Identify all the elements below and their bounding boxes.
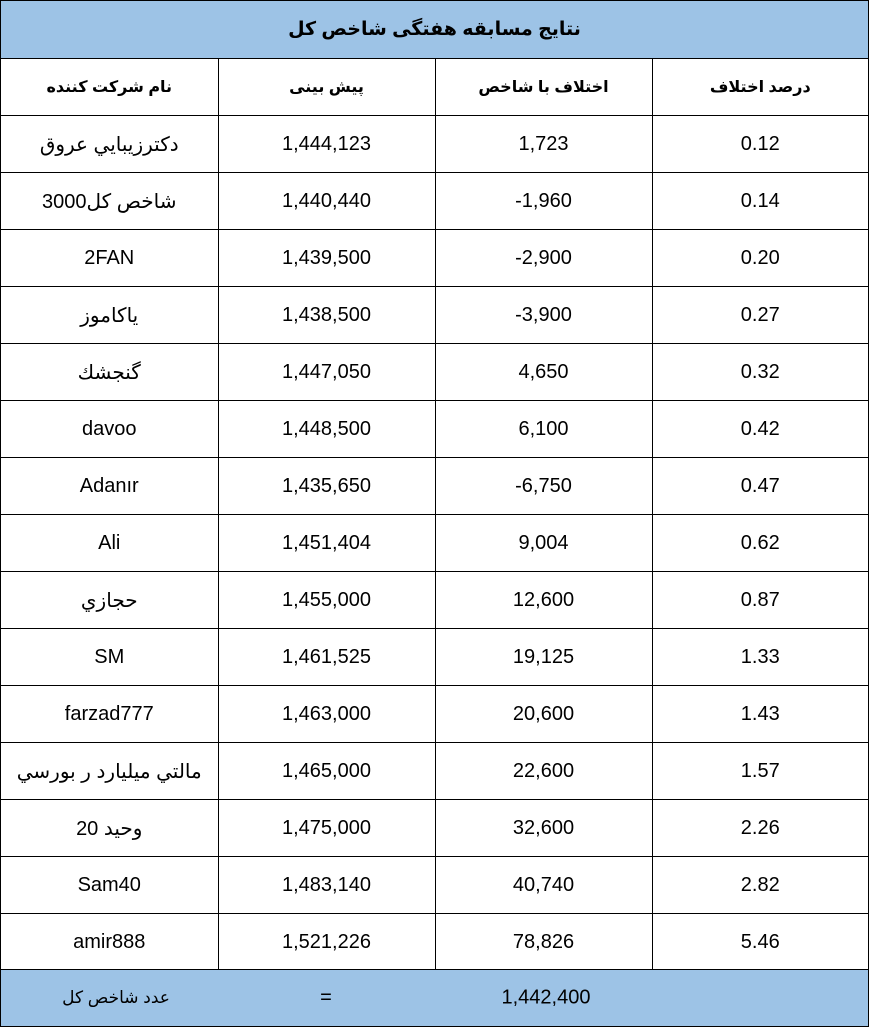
- participant-name: Sam40: [1, 857, 218, 914]
- table-row: [1, 458, 868, 515]
- difference-value: 32,600: [435, 800, 652, 857]
- difference-value: 22,600: [435, 743, 652, 800]
- column-header-name: نام شرکت کننده: [1, 59, 218, 116]
- prediction-value: 1,461,525: [218, 629, 435, 686]
- table-row: [1, 344, 868, 401]
- participant-name: گنجشك: [1, 344, 218, 401]
- percent-difference: 0.20: [652, 230, 868, 287]
- percent-difference: 1.57: [652, 743, 868, 800]
- difference-value: 19,125: [435, 629, 652, 686]
- prediction-value: 1,465,000: [218, 743, 435, 800]
- prediction-value: 1,521,226: [218, 914, 435, 971]
- table-row: [1, 800, 868, 857]
- table-row: [1, 743, 868, 800]
- table-row: [1, 914, 868, 971]
- results-table-body: [1, 59, 868, 971]
- table-row: [1, 572, 868, 629]
- percent-difference: 5.46: [652, 914, 868, 971]
- table-row: [1, 515, 868, 572]
- table-row: [1, 857, 868, 914]
- participant-name: farzad777: [1, 686, 218, 743]
- participant-name: Adanır: [1, 458, 218, 515]
- sheet-title: نتایج مسابقه هفتگی شاخص کل: [1, 1, 868, 59]
- participant-name: Ali: [1, 515, 218, 572]
- table-row: [1, 173, 868, 230]
- percent-difference: 1.43: [652, 686, 868, 743]
- percent-difference: 0.62: [652, 515, 868, 572]
- percent-difference: 0.47: [652, 458, 868, 515]
- difference-value: -2,900: [435, 230, 652, 287]
- table-row: [1, 287, 868, 344]
- prediction-value: 1,451,404: [218, 515, 435, 572]
- percent-difference: 0.42: [652, 401, 868, 458]
- participant-name: وحيد 20: [1, 800, 218, 857]
- prediction-value: 1,439,500: [218, 230, 435, 287]
- table-row: [1, 401, 868, 458]
- column-header-prediction: پیش بینی: [218, 59, 435, 116]
- index-value: 1,442,400: [501, 986, 591, 1009]
- index-label: عدد شاخص کل: [62, 988, 170, 1007]
- prediction-value: 1,455,000: [218, 572, 435, 629]
- table-row: [1, 230, 868, 287]
- participant-name: مالتي ميليارد ر بورسي: [1, 743, 218, 800]
- participant-name: 2FAN: [1, 230, 218, 287]
- prediction-value: 1,447,050: [218, 344, 435, 401]
- results-table: [1, 59, 868, 971]
- header-row: [1, 59, 868, 116]
- percent-difference: 1.33: [652, 629, 868, 686]
- difference-value: 78,826: [435, 914, 652, 971]
- prediction-value: 1,475,000: [218, 800, 435, 857]
- difference-value: 12,600: [435, 572, 652, 629]
- participant-name: دکترزيبايي عروق: [1, 116, 218, 173]
- prediction-value: 1,448,500: [218, 401, 435, 458]
- prediction-value: 1,435,650: [218, 458, 435, 515]
- participant-name: davoo: [1, 401, 218, 458]
- percent-difference: 0.87: [652, 572, 868, 629]
- column-header-percent: درصد اختلاف: [652, 59, 868, 116]
- percent-difference: 2.26: [652, 800, 868, 857]
- percent-difference: 0.14: [652, 173, 868, 230]
- difference-value: 40,740: [435, 857, 652, 914]
- participant-name: amir888: [1, 914, 218, 971]
- index-footer: [1, 969, 868, 1026]
- difference-value: 9,004: [435, 515, 652, 572]
- prediction-value: 1,438,500: [218, 287, 435, 344]
- column-header-difference: اختلاف با شاخص: [435, 59, 652, 116]
- participant-name: ياكاموز: [1, 287, 218, 344]
- percent-difference: 2.82: [652, 857, 868, 914]
- prediction-value: 1,444,123: [218, 116, 435, 173]
- table-row: [1, 629, 868, 686]
- difference-value: 4,650: [435, 344, 652, 401]
- participant-name: حجازي: [1, 572, 218, 629]
- prediction-value: 1,483,140: [218, 857, 435, 914]
- prediction-value: 1,440,440: [218, 173, 435, 230]
- prediction-value: 1,463,000: [218, 686, 435, 743]
- percent-difference: 0.32: [652, 344, 868, 401]
- difference-value: -3,900: [435, 287, 652, 344]
- equals-sign: =: [320, 986, 332, 1009]
- difference-value: 1,723: [435, 116, 652, 173]
- difference-value: 6,100: [435, 401, 652, 458]
- table-row: [1, 116, 868, 173]
- difference-value: -1,960: [435, 173, 652, 230]
- difference-value: -6,750: [435, 458, 652, 515]
- table-row: [1, 686, 868, 743]
- participant-name: SM: [1, 629, 218, 686]
- difference-value: 20,600: [435, 686, 652, 743]
- percent-difference: 0.27: [652, 287, 868, 344]
- participant-name: شاخص کل3000: [1, 173, 218, 230]
- percent-difference: 0.12: [652, 116, 868, 173]
